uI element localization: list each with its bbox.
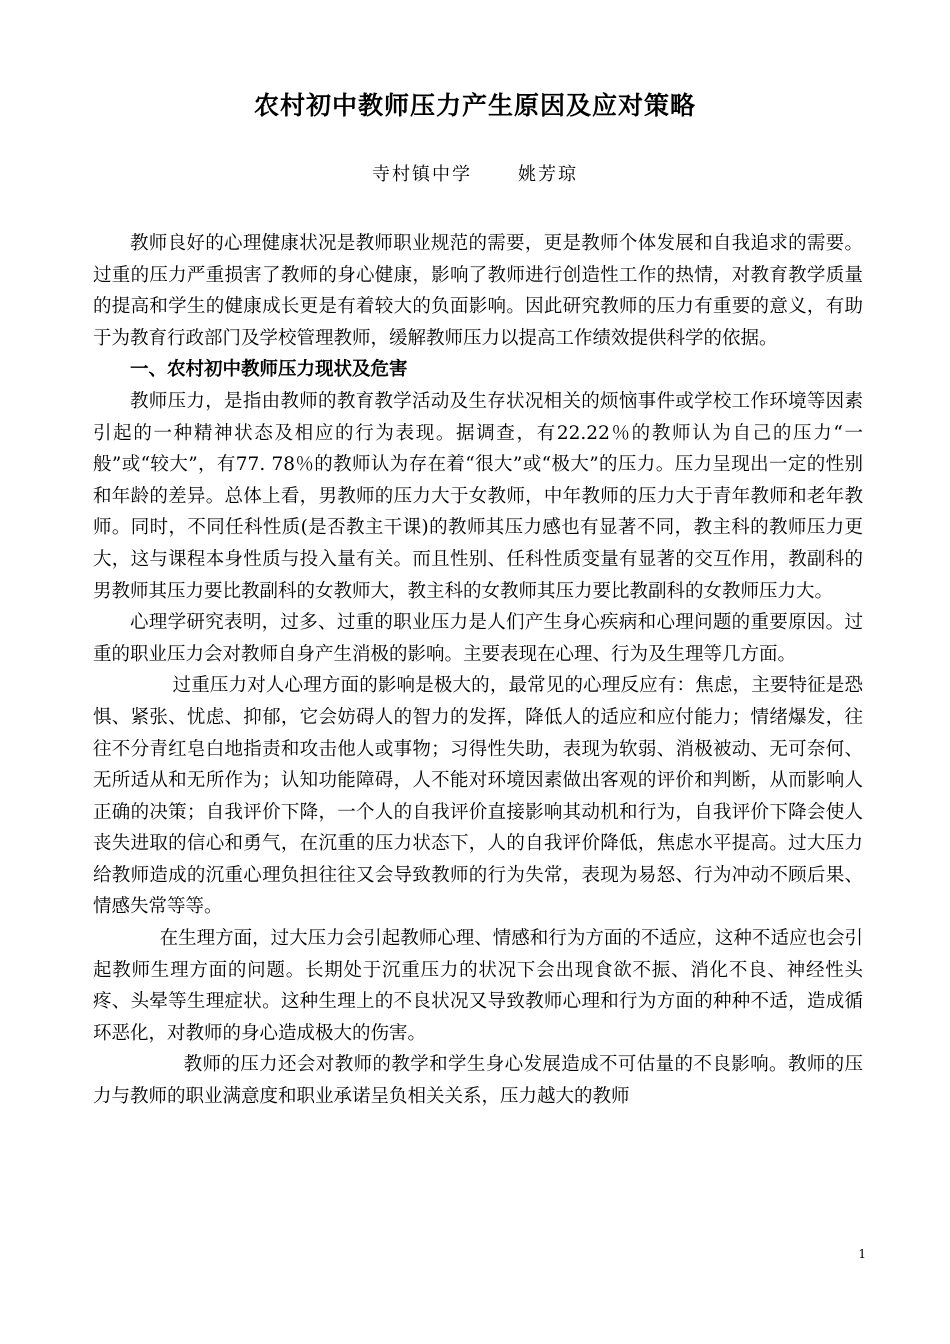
author-school: 寺村镇中学	[372, 164, 472, 185]
page-number: 1	[858, 1247, 866, 1261]
body-paragraph: 在生理方面，过大压力会引起教师心理、情感和行为方面的不适应，这种不适应也会引起教师生理方面的问题。长期处于沉重压力的状况下会出现食欲不振、消化不良、神经性头疼、头晕等生理症状。这种生理上的不良状况又导致教师心理和行为方面的种种不适，造成循环恶化，对教师的身心造成极大的伤害。	[93, 928, 863, 1044]
author-name: 姚芳琼	[518, 164, 578, 185]
author-byline	[0, 160, 950, 190]
body-paragraph: 教师的压力还会对教师的教学和学生身心发展造成不可估量的不良影响。教师的压力与教师的职业满意度和职业承诺呈负相关关系，压力越大的教师	[93, 1054, 863, 1108]
body-paragraph: 过重压力对人心理方面的影响是极大的，最常见的心理反应有：焦虑，主要特征是恐惧、紧张、忧虑、抑郁，它会妨碍人的智力的发挥，降低人的适应和应付能力；情绪爆发，往往不分青红皂白地指责和攻击他人或事物；习得性失助，表现为软弱、消极被动、无可奈何、无所适从和无所作为；认知功能障碍，人不能对环境因素做出客观的评价和判断，从而影响人正确的决策；自我评价下降，一个人的自我评价直接影响其动机和行为，自我评价下降会使人丧失进取的信心和勇气，在沉重的压力状态下，人的自我评价降低，焦虑水平提高。过大压力给教师造成的沉重心理负担往往又会导致教师的行为失常，表现为易怒、行为冲动不顾后果、情感失常等等。	[93, 675, 863, 918]
section-heading: 一、农村初中教师压力现状及危害	[130, 359, 408, 381]
document-title: 农村初中教师压力产生原因及应对策略	[253, 91, 696, 120]
body-paragraph: 心理学研究表明，过多、过重的职业压力是人们产生身心疾病和心理问题的重要原因。过重的职业压力会对教师自身产生消极的影响。主要表现在心理、行为及生理等几方面。	[93, 612, 863, 665]
document-body	[93, 228, 863, 1113]
intro-paragraph: 教师良好的心理健康状况是教师职业规范的需要，更是教师个体发展和自我追求的需要。过重的压力严重损害了教师的身心健康，影响了教师进行创造性工作的热情，对教育教学质量的提高和学生的健康成长更是有着较大的负面影响。因此研究教师的压力有重要的意义，有助于为教育行政部门及学校管理教师，缓解教师压力以提高工作绩效提供科学的依据。	[93, 233, 863, 349]
body-paragraph: 教师压力，是指由教师的教育教学活动及生存状况相关的烦恼事件或学校工作环境等因素引起的一种精神状态及相应的行为表现。据调查，有22.22％的教师认为自己的压力“一般”或“较大”，有77. 78％的教师认为存在着“很大”或“极大”的压力。压力呈现出一定的性别和年龄的差异。总体上看，男教师的压力大于女教师，中年教师的压力大于青年教师和老年教师。同时，不同任科性质(是否教主干课)的教师其压力感也有显著不同，教主科的教师压力更大，这与课程本身性质与投入量有关。而且性别、任科性质变量有显著的交互作用，教副科的男教师其压力要比教副科的女教师大，教主科的女教师其压力要比教副科的女教师压力大。	[93, 390, 863, 602]
